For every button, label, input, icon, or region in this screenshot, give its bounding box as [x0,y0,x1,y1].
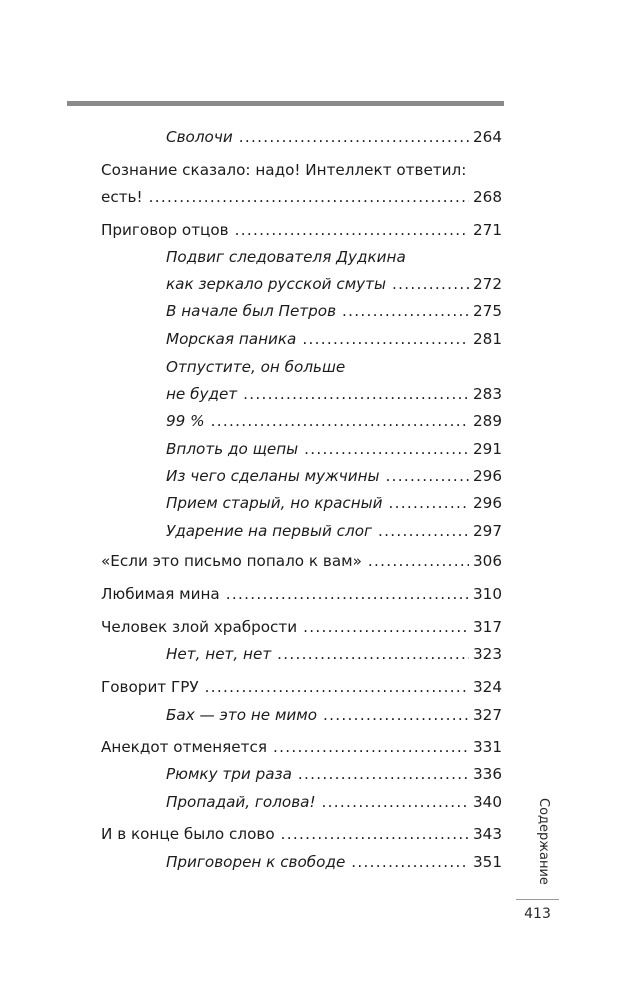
dot-leader [368,551,469,571]
toc-entry-title: как зеркало русской смуты [166,275,386,293]
toc-entry [166,439,502,459]
toc-entry [101,160,502,180]
dot-leader [239,127,469,147]
toc-entry-title: Вплоть до щепы [166,440,299,458]
toc-entry-title: Сволочи [166,128,233,146]
toc-entry-title: И в конце было слово [101,825,275,843]
toc-entry-title: Нет, нет, нет [166,645,272,663]
toc-entry [101,677,502,697]
toc-entry-page: 336 [473,765,502,783]
toc-entry [166,247,502,267]
dot-leader [392,274,469,294]
dot-leader [273,737,469,757]
toc-entry-page: 297 [473,522,502,540]
toc-entry [166,411,502,431]
dot-leader [351,852,469,872]
toc-entry-title: не будет [166,385,238,403]
dot-leader [303,617,469,637]
toc-entry-page: 272 [473,275,502,293]
toc-entry-page: 306 [473,552,502,570]
dot-leader [322,792,469,812]
dot-leader [378,521,469,541]
toc-entry [166,466,502,486]
toc-entry-title: «Если это письмо попало к вам» [101,552,362,570]
toc-entry [101,584,502,604]
toc-entry-title: Анекдот отменяется [101,738,267,756]
dot-leader [281,824,469,844]
toc-entry [166,705,502,725]
toc-entry-page: 331 [473,738,502,756]
toc-entry [101,551,502,571]
toc-entry-page: 324 [473,678,502,696]
dot-leader [211,411,469,431]
toc-entry [166,521,502,541]
toc-entry-title: Любимая мина [101,585,220,603]
toc-entry-page: 291 [473,440,502,458]
toc-entry [101,220,502,240]
toc-entry [166,274,502,294]
dot-leader [205,677,469,697]
dot-leader [235,220,469,240]
toc-entry-page: 275 [473,302,502,320]
toc-entry [166,329,502,349]
toc-entry-title: Приговор отцов [101,221,229,239]
toc-entry [166,127,502,147]
dot-leader [304,439,469,459]
dot-leader [342,301,469,321]
dot-leader [323,705,469,725]
toc-entry-title: Отпустите, он больше [166,358,346,376]
toc-entry-title: Морская паника [166,330,297,348]
toc-entry [101,824,502,844]
toc-entry-page: 340 [473,793,502,811]
toc-entry [166,764,502,784]
toc-entry-title: Человек злой храбрости [101,618,298,636]
toc-entry-page: 289 [473,412,502,430]
toc-entry-title: Бах — это не мимо [166,706,318,724]
toc-entry-title: Пропадай, голова! [166,793,316,811]
toc-entry-title: есть! [101,188,143,206]
toc-entry-title: 99 % [166,412,205,430]
toc-entry-title: Из чего сделаны мужчины [166,467,380,485]
toc-entry-title: В начале был Петров [166,302,337,320]
toc-entry-title: Прием старый, но красный [166,494,383,512]
toc-entry-page: 351 [473,853,502,871]
toc-entry [166,792,502,812]
toc-entry-page: 281 [473,330,502,348]
running-head: Содержание [536,798,551,885]
toc-entry-page: 343 [473,825,502,843]
toc-entry-page: 271 [473,221,502,239]
toc-entry [166,301,502,321]
dot-leader [149,187,469,207]
toc-entry [101,617,502,637]
toc-entry [166,384,502,404]
toc-entry-page: 264 [473,128,502,146]
dot-leader [386,466,469,486]
toc-entry-title: Подвиг следователя Дудкина [166,248,406,266]
toc-entry-title: Сознание сказало: надо! Интеллект ответил: [101,161,467,179]
toc-entry-page: 296 [473,467,502,485]
dot-leader [226,584,469,604]
dot-leader [298,764,469,784]
toc-entry [166,852,502,872]
toc-entry [101,187,502,207]
toc-entry-page: 317 [473,618,502,636]
toc-entry-title: Говорит ГРУ [101,678,199,696]
toc-entry-page: 268 [473,188,502,206]
toc-entry-title: Ударение на первый слог [166,522,372,540]
dot-leader [302,329,469,349]
toc-entry [101,737,502,757]
toc-entry-title: Рюмку три раза [166,765,292,783]
folio-rule [516,899,559,900]
toc-entry [166,357,502,377]
dot-leader [243,384,469,404]
toc-entry [166,493,502,513]
toc-entry-page: 283 [473,385,502,403]
toc-entry-page: 310 [473,585,502,603]
dot-leader [389,493,469,513]
page-number: 413 [524,906,551,922]
toc-entry-title: Приговорен к свободе [166,853,346,871]
toc-entry-page: 327 [473,706,502,724]
toc-entry-page: 323 [473,645,502,663]
dot-leader [277,644,469,664]
toc-entry [166,644,502,664]
toc-entry-page: 296 [473,494,502,512]
